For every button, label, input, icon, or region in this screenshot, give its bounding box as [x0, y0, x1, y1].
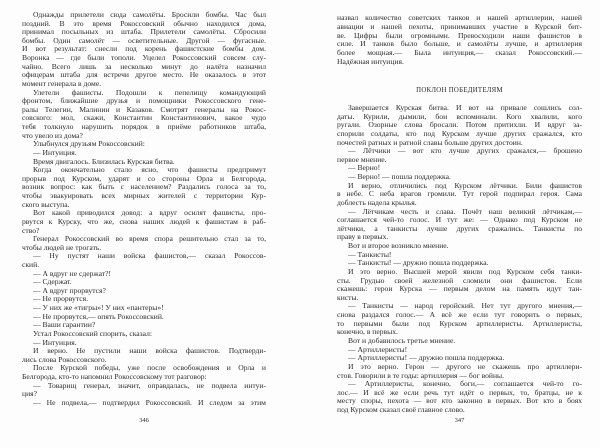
text-line: Завершается Курская битва. И вот на привале сошлись сол- [348, 104, 582, 112]
text-line: ский. [22, 260, 40, 269]
text-line: И это верно. Герои — другого не скажешь про артиллери- [348, 362, 582, 371]
text-line: лос.— И всё же если речь тут идёт о первых, то, братцы, не к [337, 388, 582, 397]
text-line: более мощная.— Была интуиция,— сказал Рокоссовский.— [337, 49, 582, 57]
text-line: Улетели фашисты. Подошли к пепелищу командующий [33, 88, 266, 97]
text-line: ского выступа. [22, 200, 70, 209]
text-line: И это верно. Высшей мерой явили под Курском себя танки- [348, 267, 582, 276]
text-line: что увело из дома? [22, 131, 83, 140]
text-line: под Курском сказал своё главное слово. [337, 406, 465, 415]
text-line: — Лётчикам честь и слава. Почёт наш великий лётчикам,— [348, 207, 582, 216]
text-line: праву в первых. [337, 233, 389, 242]
text-line: После Курской победы, уже после освобождения и Орла и [33, 364, 266, 373]
text-line: Улыбнулся друзьям Рокоссовский: [33, 140, 145, 149]
right-page [300, 0, 600, 448]
text-line: — Не подвела,— подтвердил Рокоссовский. И следом за этим [33, 398, 266, 407]
text-line: сты. Грудью своей железной сломили они фашистов. Если [337, 276, 582, 285]
text-line: — Артиллеристы, конечно, боги,— соглашается чей-то го- [348, 380, 582, 389]
text-line: Вот и добавилось третье мнение. [348, 337, 456, 345]
text-line: даты. Курили, дымили, бои вспоминали. Кого хвалили, кого [337, 112, 582, 121]
text-line: момент генерала в доме. [22, 79, 102, 88]
text-line: Время двигалось. Близилась Курская битва. [33, 157, 175, 166]
text-line: Генерал Рокоссовский во время спора решительно стал за то, [33, 235, 266, 244]
text-line: тебя толкнуло нарушить порядок в приёме работников штаба, [22, 123, 266, 132]
text-line: прорыв под Курском, ударят и со стороны Орла и Белгорода, [22, 174, 266, 183]
text-line: Когда окончательно стало ясно, что фашисты предпримут [33, 166, 266, 175]
text-line: — Товарищ генерал, значит, оправдалась, не подвела интуи- [33, 381, 266, 390]
text-line: ве. Цифры были огромными. Превосходили наши фашистов в [337, 31, 582, 40]
text-line: поздний. В это время Рокоссовский обычно находился дома, [22, 19, 266, 28]
text-line: лись слова Рокоссовского. [22, 355, 107, 364]
text-line: — Ну пустят наши войска фашистов,— сказал Рокоссов- [33, 252, 266, 261]
text-line: снова раздался голос.— А всё же если тут говорить о первых, [337, 311, 582, 320]
text-line: рвутся к Курску, что же, снова наших людей к фашистам в раб- [22, 217, 266, 226]
text-line: ругали. Озорные слова бросали. Потом притихли. И вдруг за- [337, 121, 582, 130]
text-line: авиации и нашей пехоты, принимавших участие в Курской бит- [337, 22, 582, 31]
text-line: — Интуиция. [33, 148, 77, 157]
text-line: конечно, в первых. [337, 328, 398, 337]
text-line: чтобы людей не трогать. [22, 243, 102, 252]
text-line: — А вдруг не сдержат?! [33, 269, 112, 278]
text-line: Воронка — где были тополи. Уцелел Рокоссовский совсем слу- [22, 54, 266, 63]
text-line: в небе. С неба врагов громили. Тут герой подпирал героя. Сама [337, 190, 582, 199]
text-line: бомбы. Один самолёт — осветительные. Другой — фугасные. [22, 36, 266, 45]
text-line: силе. И танков было больше, и самолёты лучше, и артиллерия [337, 40, 582, 49]
text-line: — Танкисты! [348, 250, 392, 259]
text-line: ралы Телегин, Малинин и Казаков. Смотрят генералы на Рокос- [22, 105, 266, 114]
text-line: — Танкисты! — дружно пошла поддержка. [348, 259, 489, 268]
text-line: фронтом, ближайшие друзья и помощники Рокоссовского гене- [22, 97, 266, 106]
page-number: 347 [454, 417, 465, 424]
text-line: — У них же «тигры»! У них «пантеры»! [33, 304, 164, 313]
text-line: — Интуиция. [33, 338, 77, 347]
text-line: доблесть надела крылья. [337, 198, 417, 207]
text-line: — Верно! — пошла поддержка. [348, 173, 451, 182]
chapter-heading: ПОКЛОН ПОБЕДИТЕЛЯМ [416, 87, 503, 94]
text-line: И вот результат: снесли под корень фашистские бомбы дом. [22, 45, 266, 54]
text-line: Устал Рокоссовский спорить, сказал: [33, 329, 152, 338]
text-line: — Верно! [348, 164, 381, 173]
text-line: кисты. [337, 293, 359, 302]
text-line: — Артиллеристы! — дружно пошла поддержка. [348, 354, 505, 363]
text-line: чайно. Всего лишь за несколько минут до налёта назначил [22, 62, 266, 71]
text-line: — Артиллеристы! [348, 345, 408, 354]
text-line: ство? [22, 226, 40, 235]
text-line: И верно. Не пустили наши войска фашистов. Подтверди- [33, 347, 266, 356]
text-line: — Ваши гарантии? [33, 321, 96, 330]
text-line: Надёжная интуиция. [337, 57, 404, 66]
text-line: лётчики, а танкисты лучше других сражались. Танкисты по [337, 224, 582, 233]
text-line: соглашается чей-то голос. И тут же: — Однако под Курском не [337, 216, 582, 225]
text-line: месту споры, пехота — вот кто законно в первых. Вот кто в боях [337, 397, 582, 406]
text-line: офицерам штаба для встречи другое место. Не оказалось в этот [22, 71, 266, 80]
text-line: — Сдержат. [33, 278, 72, 287]
text-line: скажешь: герои Курска — первым делом на память идут тан- [337, 285, 582, 294]
text-line: назвал количество советских танков и нашей артиллерии, нашей [337, 14, 582, 22]
text-line: — Не прорвутся,— опять Рокоссовский. [33, 312, 164, 321]
text-line: — А вдруг прорвутся? [33, 286, 106, 295]
text-line: И верно, отличились под Курском лётчики. Били фашистов [348, 181, 582, 190]
text-line: то первыми были под Курском артиллеристы. Артиллеристы, [337, 319, 582, 328]
text-line: принимал посыльных из штаба. Прилетели самолёты. Сбросили [22, 28, 266, 37]
text-line: ция? [22, 390, 37, 399]
page-number: 346 [139, 417, 149, 424]
text-line: Вот и второе возникло мнение. [348, 242, 449, 251]
text-line: Вот какой приводился довод: а вдруг осилят фашисты, про- [33, 209, 266, 218]
text-line: совского: мол, скажи, Константин Константинович, какое чудо [22, 114, 266, 123]
text-line: — Танкисты — народ геройский. Нет тут другого мнения,— [348, 302, 582, 311]
text-line: первое мнение. [337, 155, 387, 164]
text-line: возник вопрос: как быть с населением? Раздались голоса за то, [22, 183, 266, 192]
text-line: Однажды прилетели сюда самолёты. Бросили бомбы. Час был [33, 11, 266, 19]
text-line: Белгорода, кто-то напомнил Рокоссовскому тот разговор: [22, 373, 207, 382]
text-line: — Лётчики — вот кто лучше других сражался,— брошено [348, 147, 582, 156]
text-line: чтобы эвакуировать всех мирных жителей с территории Кур- [22, 192, 266, 201]
text-line: — Не прорвутся. [33, 295, 88, 304]
text-line: стов. Говорили в те годы: артиллерия — бог войны. [337, 371, 505, 380]
text-line: спорили солдаты, кто под Курском лучше других сражался, кто [337, 129, 582, 138]
text-line: почестей ратных и ратной славы больше других достоин. [337, 138, 523, 147]
